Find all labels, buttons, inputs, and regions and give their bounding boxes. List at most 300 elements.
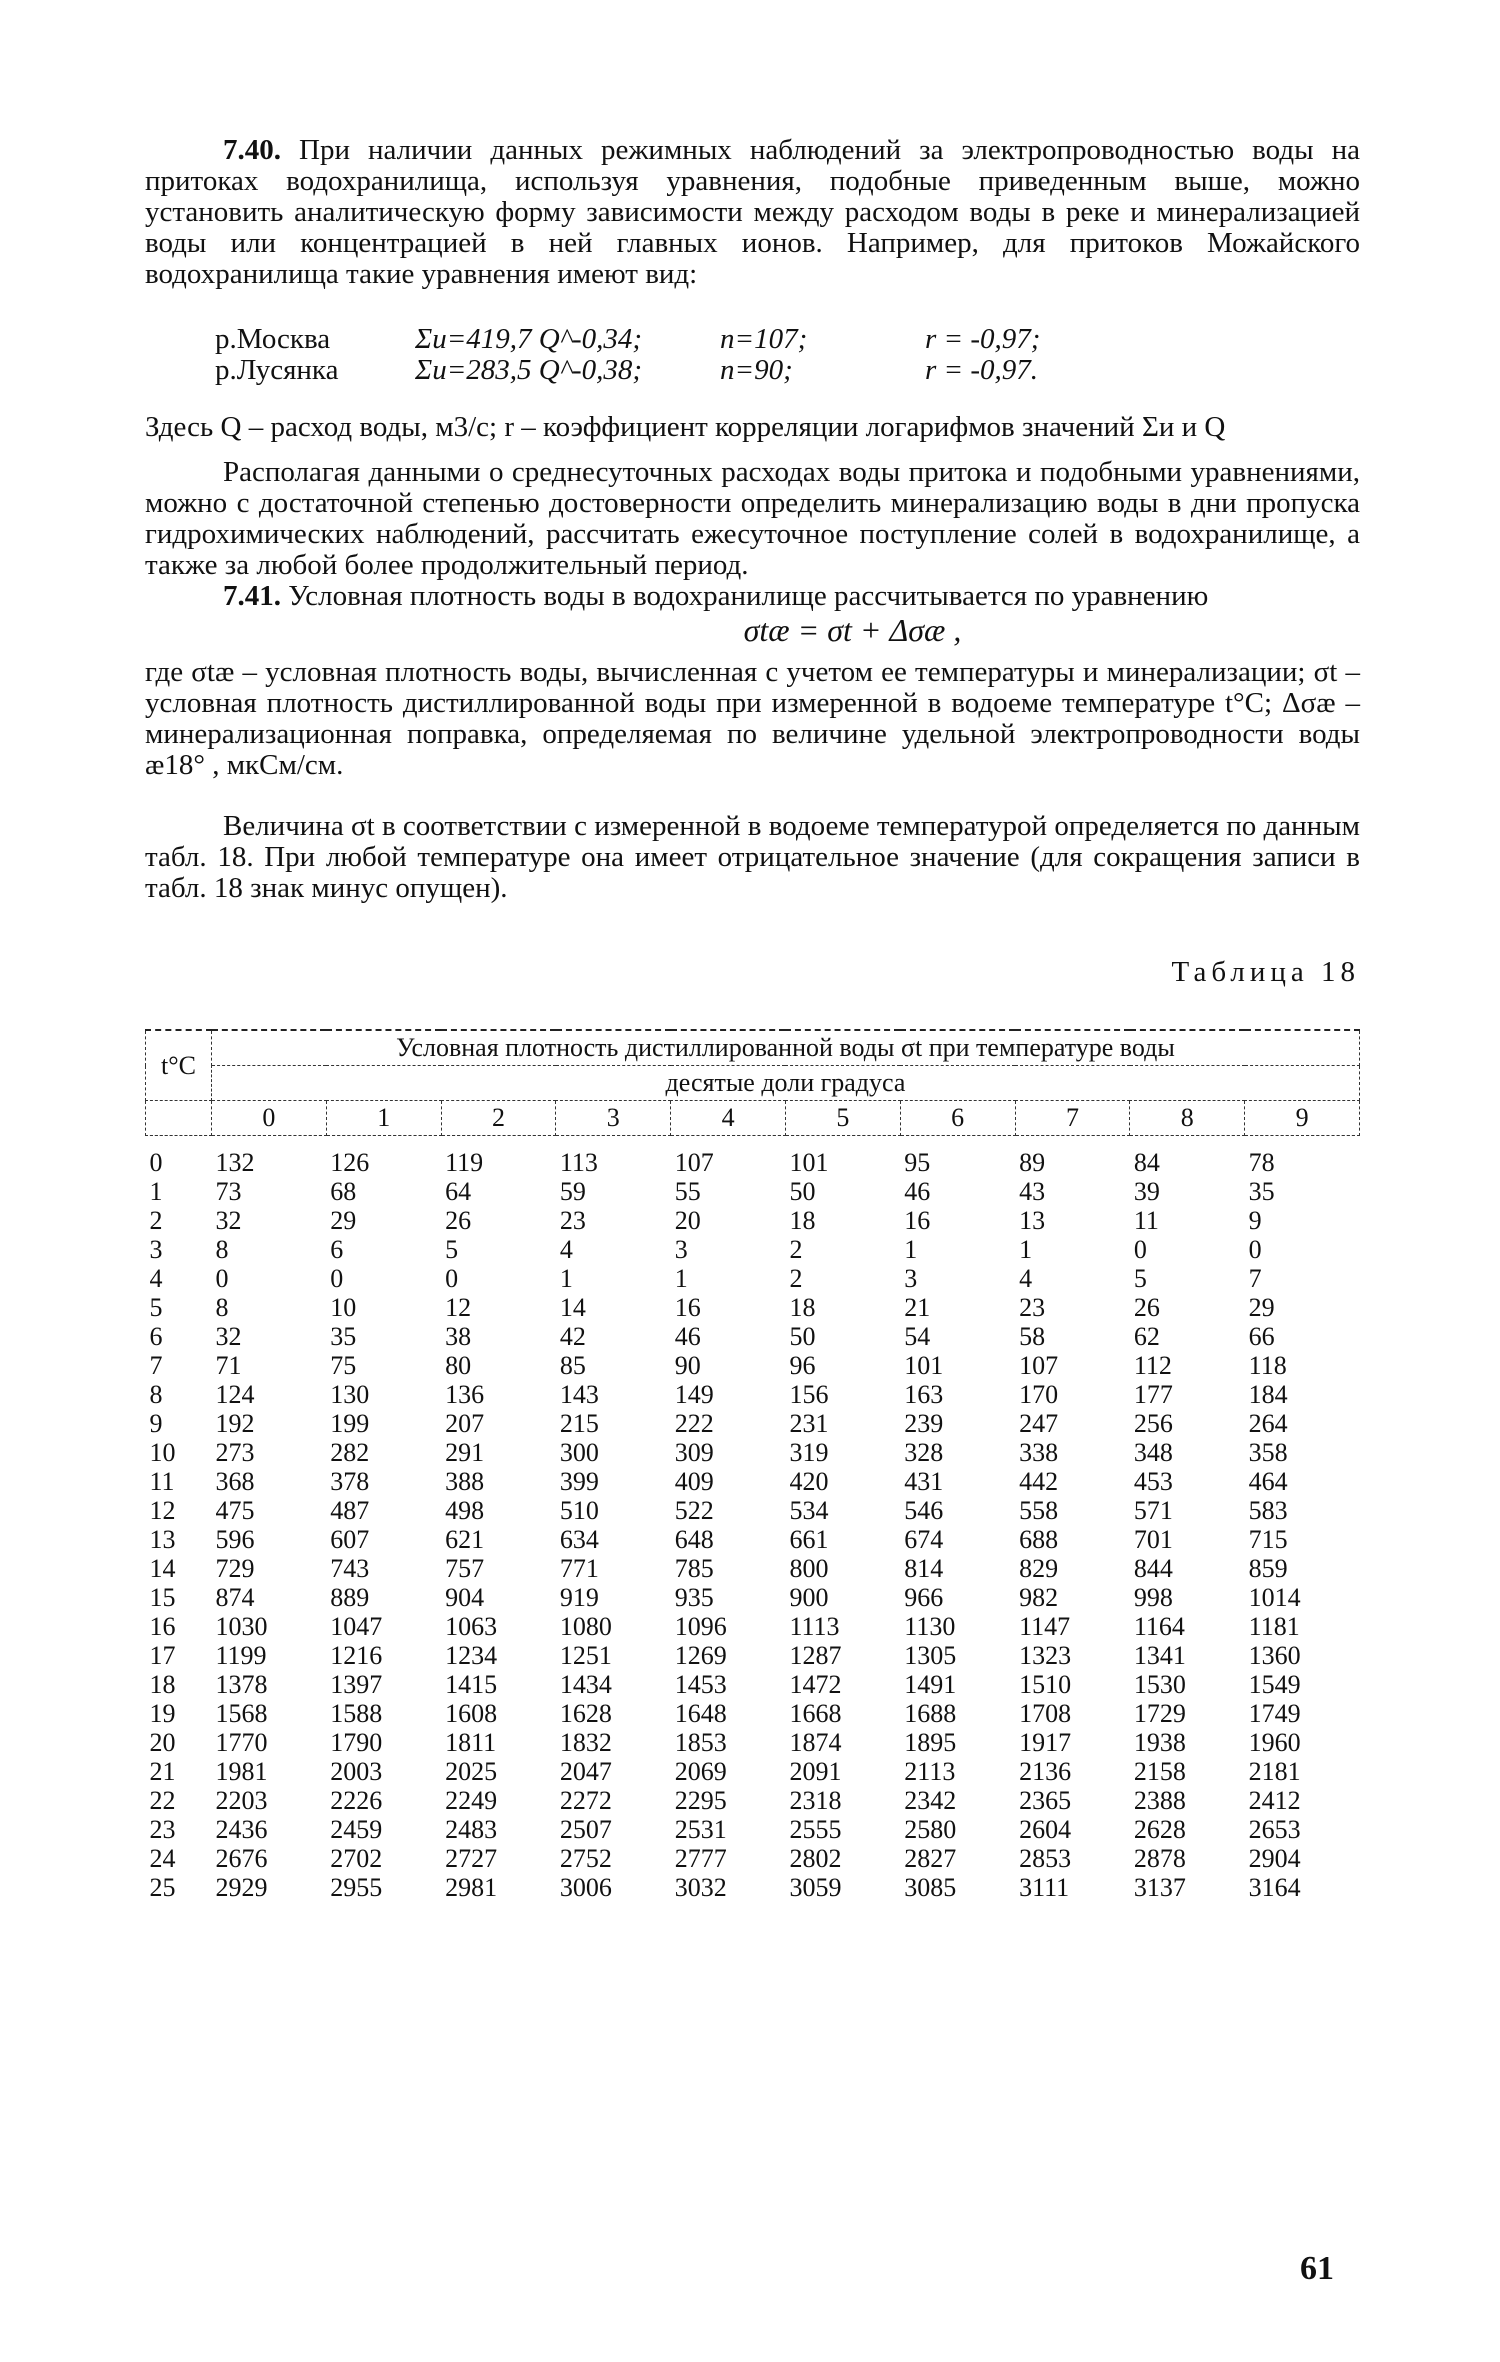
value-cell: 1269 xyxy=(674,1641,727,1670)
paragraph-3: Величина σt в соответствии с измеренной в водоеме температурой определяется по данным табл. 18. При любой температуре она имеет отрицательное значение (для сокращения записи в табл. 18 знак минус опущен). xyxy=(145,810,1360,904)
table-row xyxy=(146,1815,1360,1844)
value-cell: 2436 xyxy=(215,1815,268,1844)
explanation-text: Здесь Q – расход воды, м3/с; r – коэффициент корреляции логарифмов значений Σи и Q xyxy=(145,411,1226,443)
value-cell: 1749 xyxy=(1248,1699,1301,1728)
value-cell: 16 xyxy=(674,1293,701,1322)
value-cell: 757 xyxy=(445,1554,485,1583)
value-cell: 113 xyxy=(559,1148,598,1177)
value-cell: 101 xyxy=(789,1148,829,1177)
value-cell: 982 xyxy=(1019,1583,1059,1612)
value-cell: 358 xyxy=(1248,1438,1288,1467)
value-cell: 35 xyxy=(330,1322,357,1351)
value-cell: 5 xyxy=(1133,1264,1147,1293)
value-cell: 2929 xyxy=(215,1873,268,1902)
value-cell: 1096 xyxy=(674,1612,727,1641)
table-row xyxy=(146,1380,1360,1409)
value-cell: 130 xyxy=(330,1380,370,1409)
table-body xyxy=(146,1136,1360,1903)
value-cell: 2272 xyxy=(559,1786,612,1815)
temp-cell: 8 xyxy=(149,1380,163,1409)
value-cell: 2777 xyxy=(674,1844,727,1873)
value-cell: 300 xyxy=(559,1438,599,1467)
value-cell: 431 xyxy=(904,1467,944,1496)
temp-cell: 1 xyxy=(149,1177,163,1206)
value-cell: 674 xyxy=(904,1525,944,1554)
temp-cell: 16 xyxy=(149,1612,176,1641)
value-cell: 2653 xyxy=(1248,1815,1301,1844)
value-cell: 163 xyxy=(904,1380,944,1409)
value-cell: 2047 xyxy=(559,1757,612,1786)
value-cell: 1234 xyxy=(445,1641,498,1670)
value-cell: 0 xyxy=(1248,1235,1262,1264)
value-cell: 966 xyxy=(904,1583,944,1612)
value-cell: 1216 xyxy=(330,1641,383,1670)
value-cell: 84 xyxy=(1133,1148,1160,1177)
value-cell: 2318 xyxy=(789,1786,842,1815)
value-cell: 20 xyxy=(674,1206,701,1235)
temp-cell: 0 xyxy=(149,1148,163,1177)
value-cell: 900 xyxy=(789,1583,829,1612)
equation-n: n=90; xyxy=(720,354,793,386)
temp-cell: 21 xyxy=(149,1757,176,1786)
value-cell: 71 xyxy=(215,1351,242,1380)
equation-n: n=107; xyxy=(720,323,808,355)
value-cell: 464 xyxy=(1248,1467,1288,1496)
value-cell: 571 xyxy=(1133,1496,1173,1525)
value-cell: 935 xyxy=(674,1583,714,1612)
value-cell: 1080 xyxy=(559,1612,612,1641)
value-cell: 648 xyxy=(674,1525,714,1554)
value-cell: 889 xyxy=(330,1583,370,1612)
value-cell: 170 xyxy=(1019,1380,1059,1409)
temp-cell: 4 xyxy=(149,1264,163,1293)
value-cell: 29 xyxy=(1248,1293,1275,1322)
value-cell: 282 xyxy=(330,1438,370,1467)
value-cell: 192 xyxy=(215,1409,255,1438)
paragraph-2: Располагая данными о среднесуточных расходах воды притока и подобными уравнениями, можно с достаточной степенью достоверности определить минерализацию воды в дни пропуска гидрохимических наблюдений, рассчитать ежесуточное поступление солей в водохранилище, а также за любой более продолжительный период. xyxy=(145,456,1360,581)
value-cell: 1305 xyxy=(904,1641,957,1670)
value-cell: 89 xyxy=(1019,1148,1046,1177)
value-cell: 546 xyxy=(904,1496,944,1525)
value-cell: 2752 xyxy=(559,1844,612,1873)
value-cell: 1648 xyxy=(674,1699,727,1728)
table-row xyxy=(146,1177,1360,1206)
value-cell: 3137 xyxy=(1133,1873,1186,1902)
value-cell: 1164 xyxy=(1133,1612,1185,1641)
value-cell: 21 xyxy=(904,1293,931,1322)
value-cell: 2802 xyxy=(789,1844,842,1873)
value-cell: 10 xyxy=(330,1293,357,1322)
table-row xyxy=(146,1583,1360,1612)
value-cell: 132 xyxy=(215,1148,255,1177)
value-cell: 68 xyxy=(330,1177,357,1206)
value-cell: 2025 xyxy=(445,1757,498,1786)
column-header: 9 xyxy=(1245,1101,1360,1136)
value-cell: 319 xyxy=(789,1438,829,1467)
value-cell: 231 xyxy=(789,1409,829,1438)
value-cell: 2365 xyxy=(1019,1786,1072,1815)
value-cell: 184 xyxy=(1248,1380,1288,1409)
value-cell: 558 xyxy=(1019,1496,1059,1525)
temp-cell: 14 xyxy=(149,1554,176,1583)
value-cell: 2 xyxy=(789,1264,803,1293)
value-cell: 35 xyxy=(1248,1177,1275,1206)
value-cell: 2507 xyxy=(559,1815,612,1844)
value-cell: 90 xyxy=(674,1351,701,1380)
value-cell: 368 xyxy=(215,1467,255,1496)
value-cell: 2981 xyxy=(445,1873,498,1902)
value-cell: 701 xyxy=(1133,1525,1173,1554)
value-cell: 2412 xyxy=(1248,1786,1301,1815)
paragraph-7-41 xyxy=(145,581,1360,612)
table-row xyxy=(146,1786,1360,1815)
value-cell: 2226 xyxy=(330,1786,383,1815)
value-cell: 256 xyxy=(1133,1409,1173,1438)
value-cell: 6 xyxy=(330,1235,344,1264)
value-cell: 149 xyxy=(674,1380,714,1409)
table-row xyxy=(146,1438,1360,1467)
value-cell: 487 xyxy=(330,1496,370,1525)
temp-cell: 19 xyxy=(149,1699,176,1728)
value-cell: 32 xyxy=(215,1322,242,1351)
value-cell: 2 xyxy=(789,1235,803,1264)
value-cell: 904 xyxy=(445,1583,485,1612)
value-cell: 4 xyxy=(559,1235,573,1264)
value-cell: 2555 xyxy=(789,1815,842,1844)
table-row xyxy=(146,1641,1360,1670)
value-cell: 136 xyxy=(445,1380,485,1409)
value-cell: 814 xyxy=(904,1554,944,1583)
value-cell: 859 xyxy=(1248,1554,1288,1583)
value-cell: 2203 xyxy=(215,1786,268,1815)
value-cell: 2904 xyxy=(1248,1844,1301,1873)
value-cell: 273 xyxy=(215,1438,255,1467)
value-cell: 1472 xyxy=(789,1670,842,1699)
value-cell: 2136 xyxy=(1019,1757,1072,1786)
value-cell: 2388 xyxy=(1133,1786,1186,1815)
value-cell: 177 xyxy=(1133,1380,1173,1409)
value-cell: 1874 xyxy=(789,1728,842,1757)
value-cell: 46 xyxy=(904,1177,931,1206)
value-cell: 743 xyxy=(330,1554,370,1583)
equation-formula: Σи=283,5 Q^-0,38; xyxy=(415,354,643,386)
table-row xyxy=(146,1612,1360,1641)
column-header: 0 xyxy=(212,1101,327,1136)
value-cell: 874 xyxy=(215,1583,255,1612)
temp-cell: 25 xyxy=(149,1873,176,1902)
value-cell: 1790 xyxy=(330,1728,383,1757)
value-cell: 1510 xyxy=(1019,1670,1072,1699)
value-cell: 2295 xyxy=(674,1786,727,1815)
value-cell: 1688 xyxy=(904,1699,957,1728)
temp-cell: 23 xyxy=(149,1815,176,1844)
value-cell: 420 xyxy=(789,1467,829,1496)
value-cell: 1287 xyxy=(789,1641,842,1670)
value-cell: 23 xyxy=(559,1206,586,1235)
table-row xyxy=(146,1136,1360,1178)
value-cell: 75 xyxy=(330,1351,357,1380)
value-cell: 1938 xyxy=(1133,1728,1186,1757)
column-header: 5 xyxy=(785,1101,900,1136)
table-caption: Условная плотность дистиллированной воды σt при температуре воды xyxy=(212,1030,1360,1066)
value-cell: 50 xyxy=(789,1177,816,1206)
value-cell: 1323 xyxy=(1019,1641,1072,1670)
value-cell: 291 xyxy=(445,1438,485,1467)
value-cell: 1113 xyxy=(789,1612,840,1641)
value-cell: 328 xyxy=(904,1438,944,1467)
column-header-row xyxy=(146,1101,1360,1136)
value-cell: 54 xyxy=(904,1322,931,1351)
value-cell: 442 xyxy=(1019,1467,1059,1496)
value-cell: 239 xyxy=(904,1409,944,1438)
temp-cell: 5 xyxy=(149,1293,163,1322)
value-cell: 522 xyxy=(674,1496,714,1525)
value-cell: 18 xyxy=(789,1206,816,1235)
value-cell: 107 xyxy=(1019,1351,1059,1380)
temp-header-spacer xyxy=(146,1101,212,1136)
value-cell: 583 xyxy=(1248,1496,1288,1525)
value-cell: 338 xyxy=(1019,1438,1059,1467)
value-cell: 42 xyxy=(559,1322,586,1351)
value-cell: 2827 xyxy=(904,1844,957,1873)
table-row xyxy=(146,1670,1360,1699)
equation-r: r = -0,97. xyxy=(925,354,1039,386)
table-row xyxy=(146,1322,1360,1351)
value-cell: 388 xyxy=(445,1467,485,1496)
table-row xyxy=(146,1525,1360,1554)
value-cell: 3 xyxy=(904,1264,918,1293)
value-cell: 498 xyxy=(445,1496,485,1525)
value-cell: 199 xyxy=(330,1409,370,1438)
equation-river: р.Лусянка xyxy=(215,354,339,386)
value-cell: 85 xyxy=(559,1351,586,1380)
value-cell: 1832 xyxy=(559,1728,612,1757)
value-cell: 5 xyxy=(445,1235,459,1264)
value-cell: 126 xyxy=(330,1148,370,1177)
value-cell: 14 xyxy=(559,1293,586,1322)
value-cell: 1434 xyxy=(559,1670,612,1699)
value-cell: 1397 xyxy=(330,1670,383,1699)
value-cell: 32 xyxy=(215,1206,242,1235)
value-cell: 2158 xyxy=(1133,1757,1186,1786)
table-title: Таблица 18 xyxy=(1171,956,1360,988)
value-cell: 222 xyxy=(674,1409,714,1438)
temp-cell: 18 xyxy=(149,1670,176,1699)
value-cell: 1147 xyxy=(1019,1612,1071,1641)
value-cell: 1047 xyxy=(330,1612,383,1641)
column-header: 3 xyxy=(556,1101,671,1136)
section-number: 7.41. xyxy=(223,580,281,612)
value-cell: 26 xyxy=(1133,1293,1160,1322)
value-cell: 2628 xyxy=(1133,1815,1186,1844)
column-header: 6 xyxy=(900,1101,1015,1136)
equation-river: р.Москва xyxy=(215,323,331,355)
value-cell: 1181 xyxy=(1248,1612,1300,1641)
value-cell: 58 xyxy=(1019,1322,1046,1351)
page-content xyxy=(145,135,1360,1902)
value-cell: 2531 xyxy=(674,1815,727,1844)
section-text: Условная плотность воды в водохранилище рассчитывается по уравнению xyxy=(281,580,1209,612)
value-cell: 1 xyxy=(559,1264,573,1293)
value-cell: 3 xyxy=(674,1235,688,1264)
value-cell: 2091 xyxy=(789,1757,842,1786)
value-cell: 3059 xyxy=(789,1873,842,1902)
equation-r: r = -0,97; xyxy=(925,323,1041,355)
column-header: 7 xyxy=(1015,1101,1130,1136)
value-cell: 309 xyxy=(674,1438,714,1467)
value-cell: 73 xyxy=(215,1177,242,1206)
value-cell: 1415 xyxy=(445,1670,498,1699)
value-cell: 1251 xyxy=(559,1641,612,1670)
temp-cell: 15 xyxy=(149,1583,176,1612)
value-cell: 23 xyxy=(1019,1293,1046,1322)
temp-cell: 2 xyxy=(149,1206,163,1235)
value-cell: 621 xyxy=(445,1525,485,1554)
value-cell: 800 xyxy=(789,1554,829,1583)
value-cell: 3085 xyxy=(904,1873,957,1902)
value-cell: 729 xyxy=(215,1554,255,1583)
value-cell: 264 xyxy=(1248,1409,1288,1438)
table-row xyxy=(146,1699,1360,1728)
value-cell: 2580 xyxy=(904,1815,957,1844)
value-cell: 3032 xyxy=(674,1873,727,1902)
value-cell: 3006 xyxy=(559,1873,612,1902)
value-cell: 2181 xyxy=(1248,1757,1301,1786)
value-cell: 1811 xyxy=(445,1728,497,1757)
value-cell: 688 xyxy=(1019,1525,1059,1554)
value-cell: 50 xyxy=(789,1322,816,1351)
value-cell: 2727 xyxy=(445,1844,498,1873)
value-cell: 55 xyxy=(674,1177,701,1206)
value-cell: 1770 xyxy=(215,1728,268,1757)
value-cell: 409 xyxy=(674,1467,714,1496)
table-row xyxy=(146,1264,1360,1293)
value-cell: 16 xyxy=(904,1206,931,1235)
value-cell: 0 xyxy=(1133,1235,1147,1264)
value-cell: 1 xyxy=(1019,1235,1033,1264)
value-cell: 661 xyxy=(789,1525,829,1554)
value-cell: 207 xyxy=(445,1409,485,1438)
value-cell: 11 xyxy=(1133,1206,1159,1235)
temp-cell: 22 xyxy=(149,1786,176,1815)
density-formula: σtæ = σt + Δσæ , xyxy=(743,612,962,648)
temp-cell: 12 xyxy=(149,1496,176,1525)
value-cell: 715 xyxy=(1248,1525,1288,1554)
value-cell: 62 xyxy=(1133,1322,1160,1351)
value-cell: 2955 xyxy=(330,1873,383,1902)
value-cell: 78 xyxy=(1248,1148,1275,1177)
value-cell: 18 xyxy=(789,1293,816,1322)
value-cell: 2003 xyxy=(330,1757,383,1786)
value-cell: 7 xyxy=(1248,1264,1262,1293)
value-cell: 8 xyxy=(215,1235,229,1264)
temp-cell: 11 xyxy=(149,1467,175,1496)
density-table xyxy=(145,1029,1360,1902)
table-row xyxy=(146,1554,1360,1583)
table-row xyxy=(146,1206,1360,1235)
paragraph-7-40 xyxy=(145,135,1360,290)
value-cell: 2483 xyxy=(445,1815,498,1844)
value-cell: 0 xyxy=(215,1264,229,1293)
value-cell: 1628 xyxy=(559,1699,612,1728)
temp-cell: 7 xyxy=(149,1351,163,1380)
value-cell: 0 xyxy=(330,1264,344,1293)
value-cell: 399 xyxy=(559,1467,599,1496)
value-cell: 1588 xyxy=(330,1699,383,1728)
value-cell: 829 xyxy=(1019,1554,1059,1583)
temp-cell: 20 xyxy=(149,1728,176,1757)
table-row xyxy=(146,1844,1360,1873)
value-cell: 785 xyxy=(674,1554,714,1583)
table-row xyxy=(146,1496,1360,1525)
value-cell: 1960 xyxy=(1248,1728,1301,1757)
temp-cell: 13 xyxy=(149,1525,176,1554)
temp-header: t°C xyxy=(146,1030,212,1101)
value-cell: 1360 xyxy=(1248,1641,1301,1670)
temp-cell: 17 xyxy=(149,1641,176,1670)
table-row xyxy=(146,1467,1360,1496)
value-cell: 844 xyxy=(1133,1554,1173,1583)
value-cell: 118 xyxy=(1248,1351,1287,1380)
page-number: 61 xyxy=(1300,2250,1334,2287)
value-cell: 2702 xyxy=(330,1844,383,1873)
equation-formula: Σи=419,7 Q^-0,34; xyxy=(415,323,643,355)
value-cell: 8 xyxy=(215,1293,229,1322)
value-cell: 95 xyxy=(904,1148,931,1177)
value-cell: 596 xyxy=(215,1525,255,1554)
value-cell: 9 xyxy=(1248,1206,1262,1235)
value-cell: 4 xyxy=(1019,1264,1033,1293)
column-header: 1 xyxy=(326,1101,441,1136)
value-cell: 1568 xyxy=(215,1699,268,1728)
table-row xyxy=(146,1873,1360,1902)
value-cell: 46 xyxy=(674,1322,701,1351)
value-cell: 2878 xyxy=(1133,1844,1186,1873)
value-cell: 1917 xyxy=(1019,1728,1072,1757)
value-cell: 143 xyxy=(559,1380,599,1409)
temp-cell: 6 xyxy=(149,1322,163,1351)
value-cell: 1981 xyxy=(215,1757,268,1786)
table-row xyxy=(146,1351,1360,1380)
value-cell: 1668 xyxy=(789,1699,842,1728)
value-cell: 1 xyxy=(674,1264,688,1293)
value-cell: 66 xyxy=(1248,1322,1275,1351)
section-text: При наличии данных режимных наблюдений за электропроводностью воды на притоках водохранилища, используя уравнения, подобные приведенным выше, можно установить аналитическую форму зависимости между расходом воды в реке и минерализацией воды или концентрацией в ней главных ионов. Например, для притоков Можайского водохранилища такие уравнения имеют вид: xyxy=(145,134,1360,290)
value-cell: 26 xyxy=(445,1206,472,1235)
value-cell: 38 xyxy=(445,1322,472,1351)
value-cell: 29 xyxy=(330,1206,357,1235)
value-cell: 998 xyxy=(1133,1583,1173,1612)
value-cell: 247 xyxy=(1019,1409,1059,1438)
value-cell: 1378 xyxy=(215,1670,268,1699)
column-header: 2 xyxy=(441,1101,556,1136)
value-cell: 475 xyxy=(215,1496,255,1525)
value-cell: 1708 xyxy=(1019,1699,1072,1728)
value-cell: 119 xyxy=(445,1148,484,1177)
value-cell: 64 xyxy=(445,1177,472,1206)
value-cell: 2342 xyxy=(904,1786,957,1815)
table-row xyxy=(146,1757,1360,1786)
value-cell: 39 xyxy=(1133,1177,1160,1206)
table-row xyxy=(146,1728,1360,1757)
value-cell: 80 xyxy=(445,1351,472,1380)
value-cell: 215 xyxy=(559,1409,599,1438)
value-cell: 1729 xyxy=(1133,1699,1186,1728)
temp-cell: 3 xyxy=(149,1235,163,1264)
value-cell: 12 xyxy=(445,1293,472,1322)
equation-row xyxy=(215,355,1360,386)
value-cell: 2853 xyxy=(1019,1844,1072,1873)
